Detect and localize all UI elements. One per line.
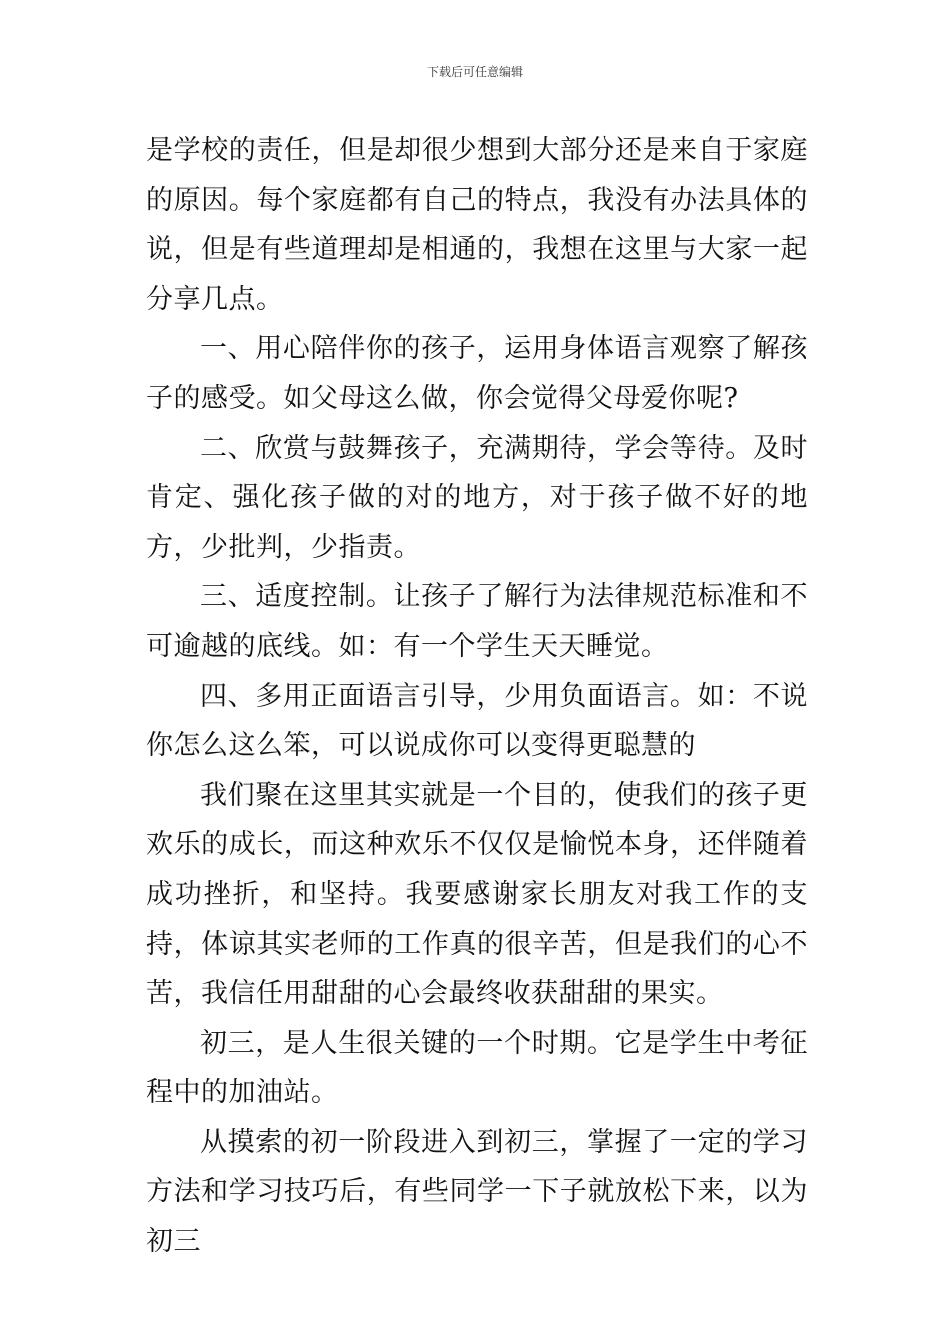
paragraph-point-3: 三、适度控制。让孩子了解行为法律规范标准和不可逾越的底线。如：有一个学生天天睡觉。 [146, 581, 808, 662]
paragraph-transition: 从摸索的初一阶段进入到初三，掌握了一定的学习方法和学习技巧后，有些同学一下子就放松下来，以为初三 [146, 1126, 808, 1258]
paragraph-purpose: 我们聚在这里其实就是一个目的，使我们的孩子更欢乐的成长，而这种欢乐不仅仅是愉悦本身，还伴随着成功挫折，和坚持。我要感谢家长朋友对我工作的支持，体谅其实老师的工作真的很辛苦，但是我们的心不苦，我信任用甜甜的心会最终收获甜甜的果实。 [146, 779, 808, 1010]
paragraph-point-1: 一、用心陪伴你的孩子，运用身体语言观察了解孩子的感受。如父母这么做，你会觉得父母爱你呢? [146, 333, 808, 414]
paragraph-point-2: 二、欣赏与鼓舞孩子，充满期待，学会等待。及时肯定、强化孩子做的对的地方，对于孩子做不好的地方，少批判，少指责。 [146, 432, 808, 563]
document-body [146, 126, 808, 1267]
paragraph-point-4: 四、多用正面语言引导，少用负面语言。如：不说你怎么这么笨，可以说成你可以变得更聪慧的 [146, 680, 808, 762]
page-header: 下载后可任意编辑 [426, 65, 523, 79]
paragraph-grade-nine: 初三，是人生很关键的一个时期。它是学生中考征程中的加油站。 [146, 1027, 808, 1109]
paragraph-continuation: 是学校的责任，但是却很少想到大部分还是来自于家庭的原因。每个家庭都有自己的特点，我没有办法具体的说，但是有些道理却是相通的，我想在这里与大家一起分享几点。 [146, 135, 808, 315]
